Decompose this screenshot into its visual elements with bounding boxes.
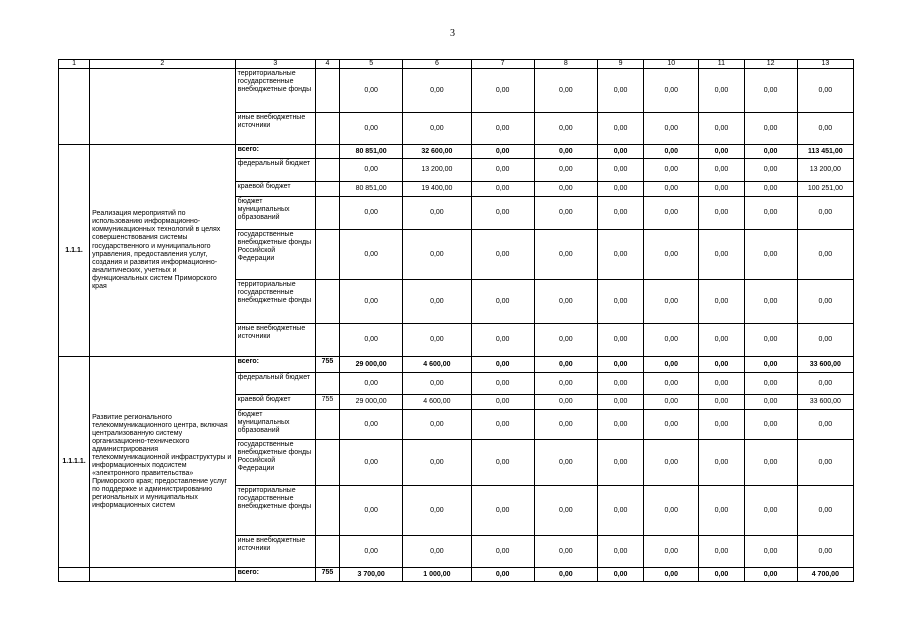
name-cell: Реализация мероприятий по использованию информационно-коммуникационных технологий в целях совершенствования системы государственного и муниципального управления, предоставления услуг, создания и развития информационно-аналитических, учетных и функциональных систем Приморского края <box>90 145 236 357</box>
value-cell: 19 400,00 <box>403 182 471 197</box>
column-header: 4 <box>315 60 339 69</box>
value-cell: 0,00 <box>534 113 597 145</box>
value-cell: 0,00 <box>471 410 534 440</box>
value-cell: 0,00 <box>403 440 471 486</box>
value-cell: 33 600,00 <box>797 395 853 410</box>
value-cell: 0,00 <box>797 410 853 440</box>
value-cell: 0,00 <box>699 145 744 159</box>
column-header: 12 <box>744 60 797 69</box>
grbs-cell <box>315 410 339 440</box>
value-cell: 0,00 <box>340 113 403 145</box>
column-header: 8 <box>534 60 597 69</box>
value-cell: 0,00 <box>534 357 597 373</box>
value-cell: 0,00 <box>471 536 534 568</box>
value-cell: 0,00 <box>534 440 597 486</box>
value-cell: 0,00 <box>471 69 534 113</box>
value-cell: 0,00 <box>644 536 699 568</box>
value-cell: 0,00 <box>597 486 643 536</box>
value-cell: 0,00 <box>597 324 643 357</box>
grbs-cell <box>315 324 339 357</box>
value-cell: 0,00 <box>744 373 797 395</box>
column-header: 13 <box>797 60 853 69</box>
value-cell: 0,00 <box>403 230 471 280</box>
grbs-cell <box>315 440 339 486</box>
value-cell: 0,00 <box>699 197 744 230</box>
value-cell: 0,00 <box>699 280 744 324</box>
source-cell: бюджет муниципальных образований <box>235 410 315 440</box>
value-cell: 0,00 <box>744 197 797 230</box>
code-cell: 1.1.1.1. <box>59 357 90 568</box>
value-cell: 0,00 <box>340 440 403 486</box>
value-cell: 0,00 <box>340 536 403 568</box>
value-cell: 0,00 <box>471 145 534 159</box>
page-number: 3 <box>450 28 455 39</box>
grbs-cell <box>315 230 339 280</box>
value-cell: 0,00 <box>744 536 797 568</box>
value-cell: 0,00 <box>644 69 699 113</box>
code-cell: 1.1.1. <box>59 145 90 357</box>
value-cell: 0,00 <box>644 410 699 440</box>
value-cell: 0,00 <box>597 357 643 373</box>
value-cell: 0,00 <box>340 324 403 357</box>
value-cell: 0,00 <box>644 230 699 280</box>
value-cell: 0,00 <box>597 410 643 440</box>
value-cell: 0,00 <box>534 230 597 280</box>
value-cell: 0,00 <box>471 324 534 357</box>
value-cell: 0,00 <box>597 230 643 280</box>
value-cell: 0,00 <box>699 568 744 582</box>
value-cell: 0,00 <box>744 182 797 197</box>
grbs-cell <box>315 197 339 230</box>
value-cell: 4 600,00 <box>403 357 471 373</box>
value-cell: 0,00 <box>644 395 699 410</box>
value-cell: 0,00 <box>340 230 403 280</box>
value-cell: 0,00 <box>797 324 853 357</box>
value-cell: 0,00 <box>403 324 471 357</box>
value-cell: 0,00 <box>340 410 403 440</box>
value-cell: 0,00 <box>597 568 643 582</box>
value-cell: 29 000,00 <box>340 357 403 373</box>
value-cell: 32 600,00 <box>403 145 471 159</box>
value-cell: 0,00 <box>597 182 643 197</box>
grbs-cell: 755 <box>315 357 339 373</box>
name-cell <box>90 69 236 145</box>
value-cell: 0,00 <box>534 373 597 395</box>
source-cell: всего: <box>235 568 315 582</box>
value-cell: 0,00 <box>699 410 744 440</box>
grbs-cell <box>315 145 339 159</box>
column-header: 6 <box>403 60 471 69</box>
value-cell: 0,00 <box>471 395 534 410</box>
value-cell: 0,00 <box>340 486 403 536</box>
value-cell: 0,00 <box>597 536 643 568</box>
budget-table <box>58 59 854 582</box>
column-header: 7 <box>471 60 534 69</box>
value-cell: 0,00 <box>797 197 853 230</box>
value-cell: 80 851,00 <box>340 145 403 159</box>
value-cell: 0,00 <box>403 486 471 536</box>
value-cell: 0,00 <box>403 113 471 145</box>
column-header: 11 <box>699 60 744 69</box>
value-cell: 0,00 <box>644 159 699 182</box>
value-cell: 0,00 <box>797 230 853 280</box>
value-cell: 0,00 <box>403 410 471 440</box>
value-cell: 13 200,00 <box>403 159 471 182</box>
grbs-cell <box>315 69 339 113</box>
value-cell: 0,00 <box>534 324 597 357</box>
grbs-cell <box>315 280 339 324</box>
source-cell: всего: <box>235 145 315 159</box>
source-cell: бюджет муниципальных образований <box>235 197 315 230</box>
value-cell: 0,00 <box>471 197 534 230</box>
value-cell: 0,00 <box>534 159 597 182</box>
source-cell: иные внебюджетные источники <box>235 113 315 145</box>
value-cell: 0,00 <box>403 373 471 395</box>
source-cell: федеральный бюджет <box>235 159 315 182</box>
source-cell: краевой бюджет <box>235 395 315 410</box>
value-cell: 4 700,00 <box>797 568 853 582</box>
source-cell: иные внебюджетные источники <box>235 324 315 357</box>
value-cell: 0,00 <box>403 197 471 230</box>
value-cell: 0,00 <box>534 197 597 230</box>
source-cell: государственные внебюджетные фонды Российской Федерации <box>235 230 315 280</box>
value-cell: 1 000,00 <box>403 568 471 582</box>
value-cell: 0,00 <box>644 357 699 373</box>
value-cell: 0,00 <box>471 357 534 373</box>
code-cell <box>59 69 90 145</box>
value-cell: 0,00 <box>699 486 744 536</box>
value-cell: 0,00 <box>797 373 853 395</box>
value-cell: 0,00 <box>744 410 797 440</box>
value-cell: 0,00 <box>744 113 797 145</box>
grbs-cell <box>315 182 339 197</box>
value-cell: 0,00 <box>797 113 853 145</box>
value-cell: 0,00 <box>471 440 534 486</box>
code-cell <box>59 568 90 582</box>
name-cell <box>90 568 236 582</box>
grbs-cell <box>315 113 339 145</box>
column-header: 10 <box>644 60 699 69</box>
value-cell: 0,00 <box>597 373 643 395</box>
value-cell: 0,00 <box>644 197 699 230</box>
value-cell: 0,00 <box>471 113 534 145</box>
grbs-cell: 755 <box>315 568 339 582</box>
value-cell: 0,00 <box>471 486 534 536</box>
value-cell: 0,00 <box>699 159 744 182</box>
value-cell: 0,00 <box>534 69 597 113</box>
value-cell: 0,00 <box>744 230 797 280</box>
header-row <box>59 60 854 69</box>
value-cell: 0,00 <box>699 357 744 373</box>
value-cell: 0,00 <box>699 113 744 145</box>
value-cell: 0,00 <box>534 182 597 197</box>
value-cell: 0,00 <box>403 280 471 324</box>
value-cell: 13 200,00 <box>797 159 853 182</box>
value-cell: 100 251,00 <box>797 182 853 197</box>
value-cell: 0,00 <box>699 324 744 357</box>
grbs-cell <box>315 486 339 536</box>
value-cell: 0,00 <box>644 280 699 324</box>
value-cell: 0,00 <box>471 230 534 280</box>
column-header: 1 <box>59 60 90 69</box>
value-cell: 0,00 <box>644 568 699 582</box>
value-cell: 0,00 <box>644 324 699 357</box>
value-cell: 0,00 <box>744 145 797 159</box>
value-cell: 0,00 <box>644 145 699 159</box>
source-cell: федеральный бюджет <box>235 373 315 395</box>
value-cell: 113 451,00 <box>797 145 853 159</box>
value-cell: 0,00 <box>597 159 643 182</box>
table-row <box>59 357 854 373</box>
value-cell: 3 700,00 <box>340 568 403 582</box>
value-cell: 0,00 <box>534 568 597 582</box>
grbs-cell <box>315 159 339 182</box>
value-cell: 0,00 <box>597 197 643 230</box>
value-cell: 0,00 <box>340 280 403 324</box>
value-cell: 0,00 <box>744 357 797 373</box>
value-cell: 0,00 <box>744 69 797 113</box>
value-cell: 0,00 <box>699 440 744 486</box>
value-cell: 0,00 <box>597 145 643 159</box>
value-cell: 0,00 <box>534 145 597 159</box>
value-cell: 0,00 <box>744 280 797 324</box>
value-cell: 0,00 <box>340 159 403 182</box>
value-cell: 0,00 <box>403 69 471 113</box>
source-cell: всего: <box>235 357 315 373</box>
table-row <box>59 568 854 582</box>
source-cell: территориальные государственные внебюджетные фонды <box>235 69 315 113</box>
value-cell: 0,00 <box>744 159 797 182</box>
value-cell: 0,00 <box>534 410 597 440</box>
column-header: 5 <box>340 60 403 69</box>
value-cell: 0,00 <box>403 536 471 568</box>
value-cell: 0,00 <box>471 182 534 197</box>
value-cell: 0,00 <box>699 536 744 568</box>
column-header: 2 <box>90 60 236 69</box>
source-cell: территориальные государственные внебюджетные фонды <box>235 280 315 324</box>
value-cell: 0,00 <box>597 395 643 410</box>
value-cell: 0,00 <box>471 280 534 324</box>
value-cell: 0,00 <box>797 536 853 568</box>
value-cell: 0,00 <box>597 440 643 486</box>
value-cell: 0,00 <box>744 324 797 357</box>
value-cell: 0,00 <box>699 230 744 280</box>
value-cell: 0,00 <box>534 395 597 410</box>
value-cell: 0,00 <box>597 280 643 324</box>
table-row <box>59 145 854 159</box>
source-cell: территориальные государственные внебюджетные фонды <box>235 486 315 536</box>
value-cell: 33 600,00 <box>797 357 853 373</box>
value-cell: 0,00 <box>744 440 797 486</box>
column-header: 3 <box>235 60 315 69</box>
value-cell: 0,00 <box>744 395 797 410</box>
value-cell: 0,00 <box>699 373 744 395</box>
grbs-cell <box>315 373 339 395</box>
value-cell: 0,00 <box>597 113 643 145</box>
grbs-cell: 755 <box>315 395 339 410</box>
value-cell: 0,00 <box>340 69 403 113</box>
value-cell: 0,00 <box>797 440 853 486</box>
source-cell: иные внебюджетные источники <box>235 536 315 568</box>
value-cell: 0,00 <box>644 440 699 486</box>
value-cell: 4 600,00 <box>403 395 471 410</box>
table-row <box>59 69 854 113</box>
column-header: 9 <box>597 60 643 69</box>
value-cell: 0,00 <box>471 159 534 182</box>
value-cell: 0,00 <box>534 536 597 568</box>
value-cell: 0,00 <box>699 182 744 197</box>
value-cell: 0,00 <box>644 182 699 197</box>
value-cell: 0,00 <box>597 69 643 113</box>
value-cell: 0,00 <box>644 113 699 145</box>
value-cell: 0,00 <box>534 486 597 536</box>
grbs-cell <box>315 536 339 568</box>
value-cell: 0,00 <box>699 69 744 113</box>
value-cell: 80 851,00 <box>340 182 403 197</box>
source-cell: краевой бюджет <box>235 182 315 197</box>
value-cell: 0,00 <box>744 486 797 536</box>
value-cell: 0,00 <box>644 486 699 536</box>
value-cell: 0,00 <box>797 280 853 324</box>
value-cell: 29 000,00 <box>340 395 403 410</box>
value-cell: 0,00 <box>340 373 403 395</box>
value-cell: 0,00 <box>471 373 534 395</box>
source-cell: государственные внебюджетные фонды Российской Федерации <box>235 440 315 486</box>
value-cell: 0,00 <box>534 280 597 324</box>
value-cell: 0,00 <box>797 69 853 113</box>
value-cell: 0,00 <box>699 395 744 410</box>
value-cell: 0,00 <box>744 568 797 582</box>
value-cell: 0,00 <box>644 373 699 395</box>
value-cell: 0,00 <box>471 568 534 582</box>
value-cell: 0,00 <box>797 486 853 536</box>
value-cell: 0,00 <box>340 197 403 230</box>
name-cell: Развитие регионального телекоммуникационного центра, включая централизованную систему организационно-технического администрирования телекоммуникационной инфраструктуры и информационных подсистем «электронного правительства» Приморского края; предоставление услуг по поддержке и администрированию региональных и муниципальных информационных систем <box>90 357 236 568</box>
